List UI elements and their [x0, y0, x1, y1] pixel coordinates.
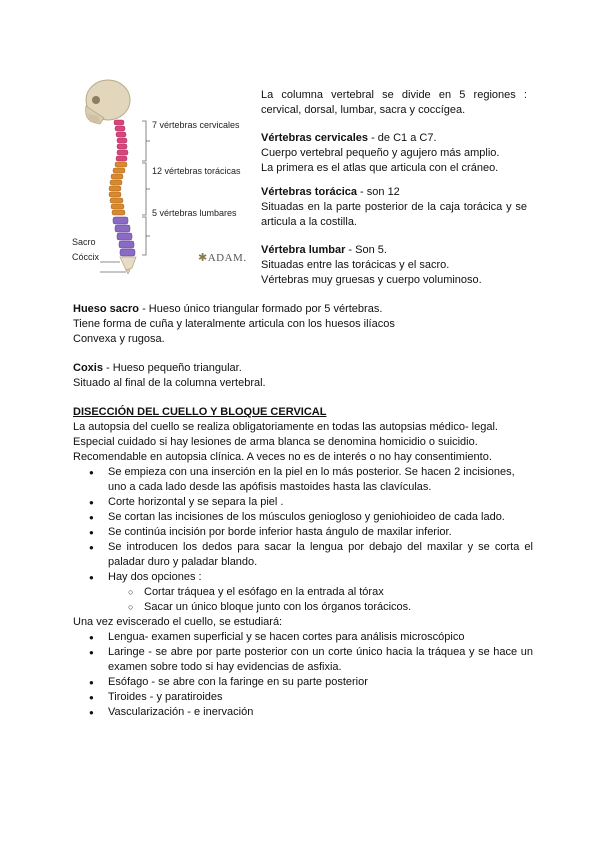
cervicales-section: [261, 131, 527, 176]
diseccion-intro-3: Recomendable en autopsia clínica. A veces no es de interés o no hay consentimiento.: [73, 451, 492, 463]
coxis-suffix: - Hueso pequeño triangular.: [102, 362, 242, 374]
sacro-line-1: Tiene forma de cuña y lateralmente articula con los huesos ilíacos: [73, 318, 395, 330]
lumbar-section: [261, 243, 527, 288]
sacrum-coccyx: [120, 257, 136, 274]
toracica-section: [261, 185, 527, 230]
label-sacrum: Sacro: [72, 237, 96, 247]
diseccion-heading: DISECCIÓN DEL CUELLO Y BLOQUE CERVICAL: [73, 406, 327, 418]
lumbar-line-1: Situadas entre las torácicas y el sacro.: [261, 259, 450, 271]
lumbar-suffix: - Son 5.: [345, 244, 387, 256]
sacro-line-2: Convexa y rugosa.: [73, 333, 165, 345]
sacro-suffix: - Hueso único triangular formado por 5 vértebras.: [139, 303, 383, 315]
skull-icon: [86, 80, 130, 124]
sub-list-item: ○ Cortar tráquea y el esófago en la entrada al tórax: [73, 585, 533, 600]
diseccion-intro-1: La autopsia del cuello se realiza obligatoriamente en todas las autopsias médico- legal.: [73, 421, 498, 433]
list-item: ● Tiroides - y paratiroides: [73, 690, 533, 705]
sacro-title: Hueso sacro: [73, 303, 140, 315]
cervicales-suffix: - de C1 a C7.: [368, 132, 437, 144]
list-item: ● Se introducen los dedos para sacar la lengua por debajo del maxilar y se corta el paladar duro y paladar blando.: [73, 540, 533, 570]
list-item: ● Laringe - se abre por parte posterior con un corte único hacia la tráquea y se hace un examen sobre todo si hay evidencias de asfixia.: [73, 645, 533, 675]
cervicales-title: Vértebras cervicales: [261, 132, 369, 144]
toracica-text: Situadas en la parte posterior de la caja torácica y se articula a la costilla.: [261, 201, 527, 228]
steps-list: [73, 465, 533, 615]
intro-text: La columna vertebral se divide en 5 regiones : cervical, dorsal, lumbar, sacra y coccígea.: [261, 89, 527, 116]
sacro-section: [73, 302, 533, 347]
label-thoracic: 12 vértebras torácicas: [152, 166, 241, 176]
diseccion-after: Una vez eviscerado el cuello, se estudiará:: [73, 616, 283, 628]
lumbar-title-line: [261, 243, 527, 258]
lumbar-vertebrae: [113, 217, 135, 256]
coxis-line-1: Situado al final de la columna vertebral.: [73, 377, 266, 389]
lumbar-title: Vértebra lumbar: [261, 244, 346, 256]
list-item: ● Se cortan las incisiones de los músculos geniogloso y geniohioideo de cada lado.: [73, 510, 533, 525]
cervicales-line-2: La primera es el atlas que articula con el cráneo.: [261, 162, 499, 174]
cervicales-line-1: Cuerpo vertebral pequeño y agujero más amplio.: [261, 147, 500, 159]
coxis-title-line: [73, 361, 533, 376]
adam-brand-text: ADAM.: [207, 252, 247, 264]
toracica-title: Vértebras torácica: [261, 186, 357, 198]
intro-paragraph: [261, 88, 527, 118]
list-item: ● Lengua- examen superficial y se hacen cortes para análisis microscópico: [73, 630, 533, 645]
thoracic-vertebrae: [109, 162, 127, 215]
coxis-section: [73, 361, 533, 391]
list-item: ● Hay dos opciones :: [73, 570, 533, 585]
lumbar-line-2: Vértebras muy gruesas y cuerpo voluminoso.: [261, 274, 482, 286]
sub-list-item: ○ Sacar un único bloque junto con los órganos torácicos.: [73, 600, 533, 615]
list-item: ● Corte horizontal y se separa la piel .: [73, 495, 533, 510]
adam-logo: [198, 251, 247, 266]
label-coccyx: Cóccix: [72, 252, 100, 262]
spine-figure: [70, 78, 256, 274]
diseccion-intro-2: Especial cuidado si hay lesiones de arma blanca se denomina homicidio o suicidio.: [73, 436, 478, 448]
diseccion-section: [73, 405, 533, 720]
list-item: ● Se continúa incisión por borde inferior hasta ángulo de maxilar inferior.: [73, 525, 533, 540]
label-cervical: 7 vértebras cervicales: [152, 120, 240, 130]
studies-list: [73, 630, 533, 720]
toracica-suffix: - son 12: [357, 186, 400, 198]
list-item: ● Vascularización - e inervación: [73, 705, 533, 720]
cervicales-title-line: [261, 131, 527, 146]
cervical-vertebrae: [114, 120, 128, 161]
label-lumbar: 5 vértebras lumbares: [152, 208, 237, 218]
list-item: ● Esófago - se abre con la faringe en su parte posterior: [73, 675, 533, 690]
toracica-title-line: [261, 185, 527, 200]
adam-star-icon: ✱: [198, 252, 208, 264]
sacro-title-line: [73, 302, 533, 317]
list-item: ● Se empieza con una inserción en la piel en lo más posterior. Se hacen 2 incisiones, uno a cada lado desde las apófisis mastoides hasta las clavículas.: [73, 465, 533, 495]
coxis-title: Coxis: [73, 362, 103, 374]
